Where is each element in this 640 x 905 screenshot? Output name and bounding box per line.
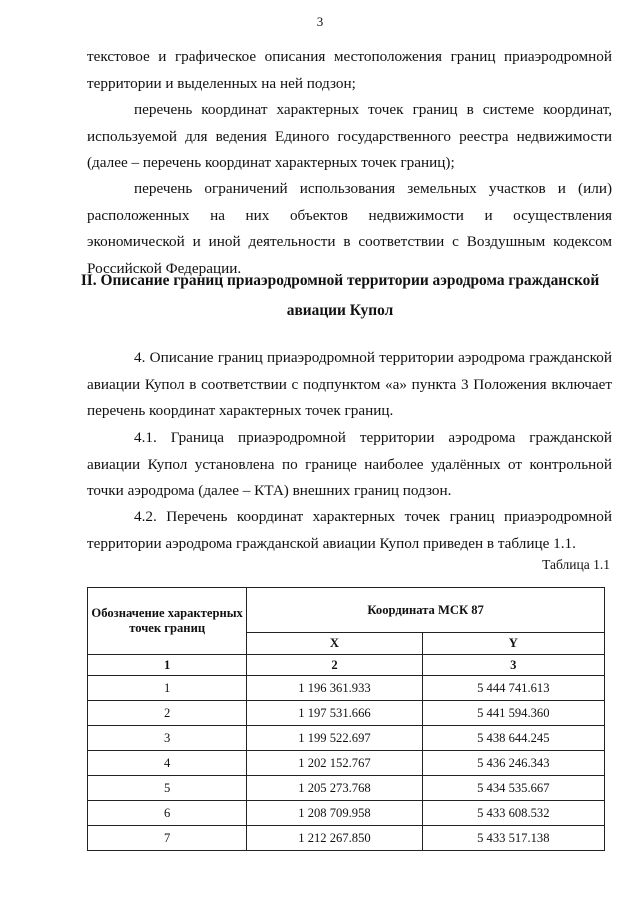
cell-x: 1 212 267.850 xyxy=(247,826,422,851)
cell-y: 5 444 741.613 xyxy=(422,676,604,701)
cell-y: 5 433 608.532 xyxy=(422,801,604,826)
cell-x: 1 208 709.958 xyxy=(247,801,422,826)
column-number: 2 xyxy=(247,655,422,676)
cell-point: 5 xyxy=(88,776,247,801)
paragraph-text-graphic-description: текстовое и графическое описания местоположения границ приаэродромной территории и выделенных на ней подзон; xyxy=(87,48,612,92)
cell-x: 1 196 361.933 xyxy=(247,676,422,701)
cell-y: 5 438 644.245 xyxy=(422,726,604,751)
cell-point: 2 xyxy=(88,701,247,726)
header-x: X xyxy=(247,633,422,655)
paragraph-item-4-1: 4.1. Граница приаэродромной территории аэродрома гражданской авиации Купол установлена по границе наиболее удалённых от контрольной точки аэродрома (далее – КТА) внешних границ подзон. xyxy=(87,429,612,499)
paragraph-coordinates-list: перечень координат характерных точек границ в системе координат, используемой для ведения Единого государственного реестра недвижимости (далее – перечень координат характерных точек границ); xyxy=(87,101,612,171)
table-row xyxy=(88,826,605,851)
cell-y: 5 434 535.667 xyxy=(422,776,604,801)
cell-y: 5 441 594.360 xyxy=(422,701,604,726)
section-heading-line-2: авиации Купол xyxy=(286,302,394,319)
cell-point: 6 xyxy=(88,801,247,826)
cell-x: 1 202 152.767 xyxy=(247,751,422,776)
paragraph-item-4: 4. Описание границ приаэродромной территории аэродрома гражданской авиации Купол в соответствии с подпунктом «а» пункта 3 Положения включает перечень координат характерных точек границ. xyxy=(87,349,612,419)
cell-point: 4 xyxy=(88,751,247,776)
cell-x: 1 199 522.697 xyxy=(247,726,422,751)
cell-point: 3 xyxy=(88,726,247,751)
cell-point: 7 xyxy=(88,826,247,851)
header-y: Y xyxy=(422,633,604,655)
table-row xyxy=(88,751,605,776)
section-heading-line-1: II. Описание границ приаэродромной территории аэродрома гражданской xyxy=(80,272,600,289)
table-column-numbers-row xyxy=(88,655,605,676)
table-caption: Таблица 1.1 xyxy=(542,557,610,572)
cell-x: 1 205 273.768 xyxy=(247,776,422,801)
table-row xyxy=(88,701,605,726)
column-number: 1 xyxy=(88,655,247,676)
table-row xyxy=(88,676,605,701)
table-row xyxy=(88,726,605,751)
header-coordinate-system: Координата МСК 87 xyxy=(247,588,605,633)
cell-x: 1 197 531.666 xyxy=(247,701,422,726)
table-row xyxy=(88,776,605,801)
paragraph-restrictions-list: перечень ограничений использования земельных участков и (или) расположенных на них объектов недвижимости и осуществления экономической и иной деятельности в соответствии с Воздушным кодексом Российской Федерации. xyxy=(87,180,612,277)
header-point-designation: Обозначение характерных точек границ xyxy=(88,588,247,655)
cell-y: 5 433 517.138 xyxy=(422,826,604,851)
page-number: 3 xyxy=(316,14,324,29)
table-header-row xyxy=(88,588,605,633)
table-row xyxy=(88,801,605,826)
coordinates-table xyxy=(87,587,605,851)
cell-point: 1 xyxy=(88,676,247,701)
column-number: 3 xyxy=(422,655,604,676)
paragraph-item-4-2: 4.2. Перечень координат характерных точек границ приаэродромной территории аэродрома гражданской авиации Купол приведен в таблице 1.1. xyxy=(87,508,612,552)
cell-y: 5 436 246.343 xyxy=(422,751,604,776)
